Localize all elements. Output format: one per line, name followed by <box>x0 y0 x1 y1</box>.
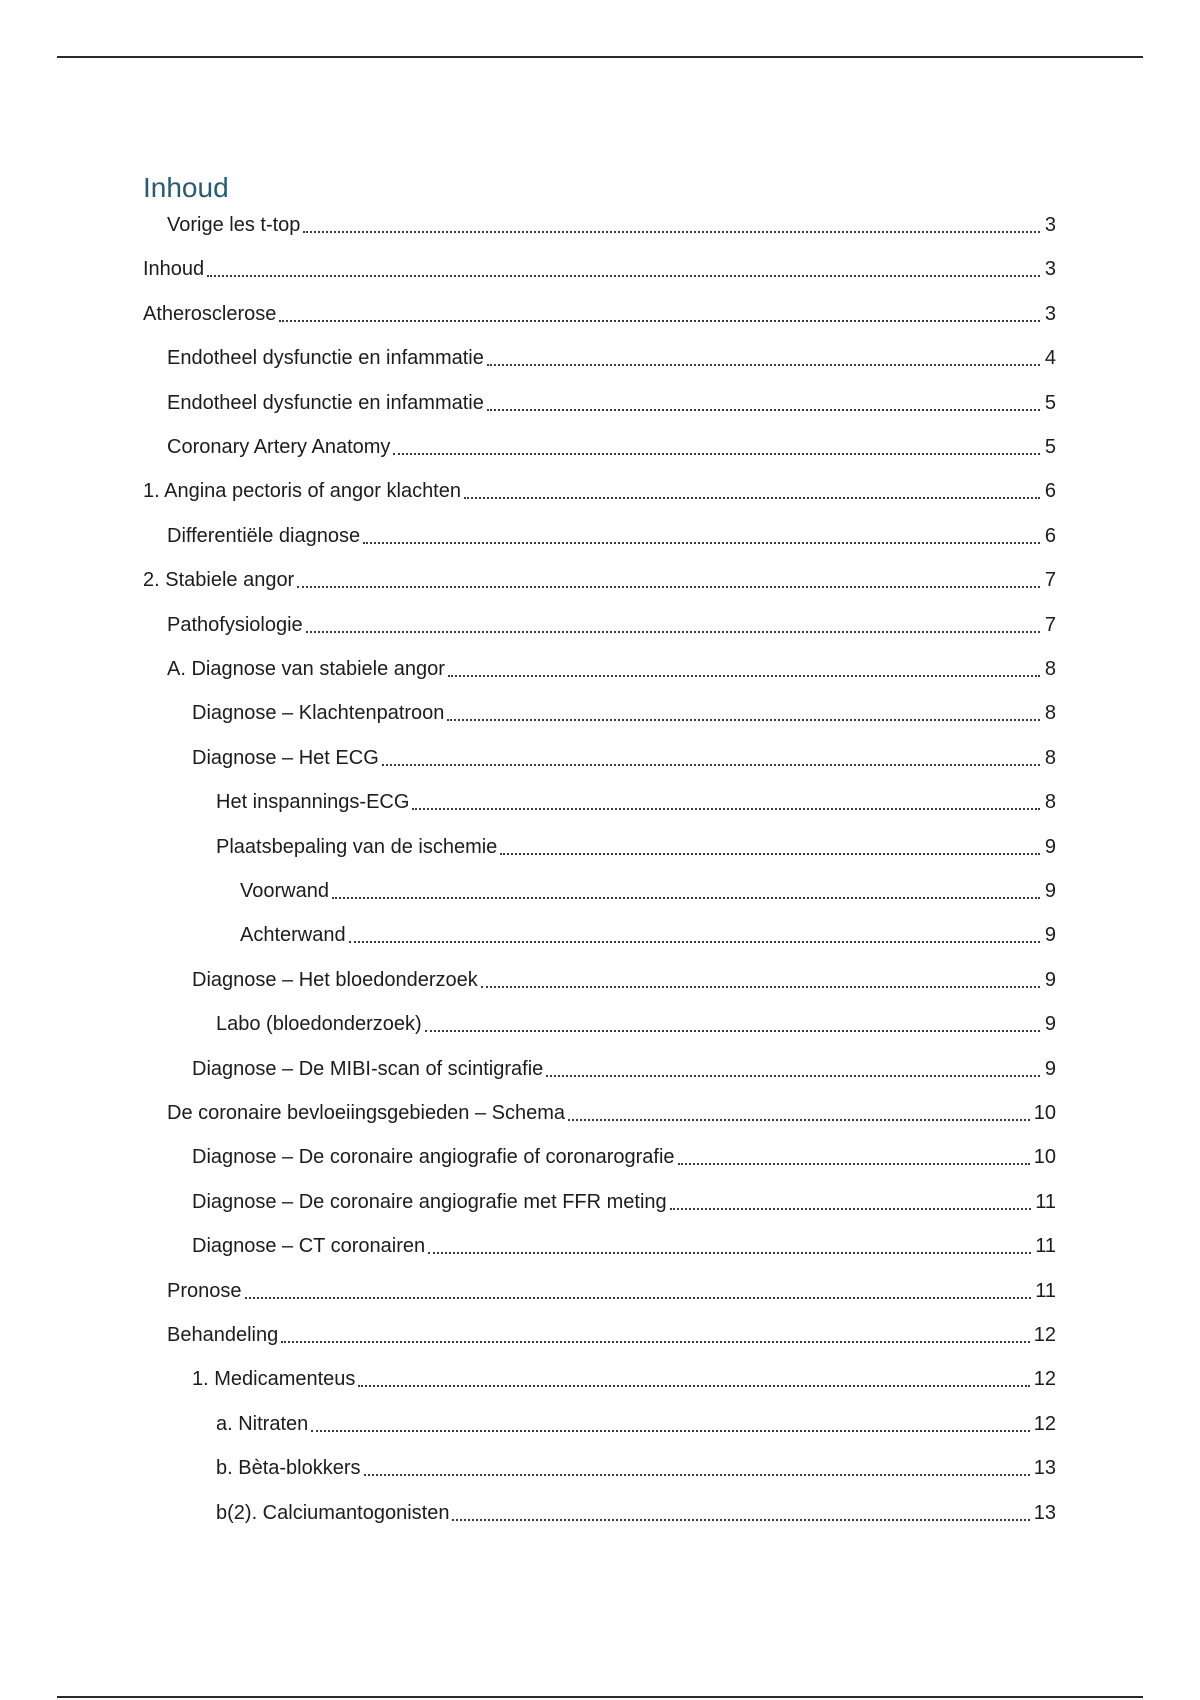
toc-entry[interactable] <box>143 560 1056 600</box>
toc-dot-leader <box>452 1519 1029 1521</box>
toc-entry-page-number: 5 <box>1044 436 1056 458</box>
toc-entry[interactable] <box>167 1271 1056 1311</box>
toc-entry-page-number: 11 <box>1035 1235 1056 1258</box>
toc-dot-leader <box>358 1385 1029 1387</box>
toc-dot-leader <box>311 1430 1029 1432</box>
header-rule <box>57 56 1143 58</box>
toc-dot-leader <box>568 1119 1030 1121</box>
toc-entry-page-number: 12 <box>1033 1324 1056 1346</box>
toc-entry-page-number: 11 <box>1035 1279 1056 1302</box>
toc-entry-label: Pathofysiologie <box>167 613 303 636</box>
toc-dot-leader <box>349 941 1040 943</box>
toc-entry-page-number: 8 <box>1044 702 1056 725</box>
toc-entry[interactable] <box>192 1049 1056 1089</box>
toc-dot-leader <box>487 409 1040 411</box>
toc-entry-page-number: 7 <box>1044 613 1056 636</box>
toc-entry-page-number: 9 <box>1044 968 1056 991</box>
toc-entry-label: Diagnose – Klachtenpatroon <box>192 702 445 725</box>
toc-dot-leader <box>281 1341 1030 1343</box>
toc-dot-leader <box>428 1252 1031 1254</box>
toc-entry-label: 1. Angina pectoris of angor klachten <box>143 480 461 503</box>
toc-entry[interactable] <box>143 249 1056 289</box>
toc-entry-label: Het inspannings-ECG <box>216 791 410 814</box>
toc-dot-leader <box>306 631 1040 633</box>
toc-entry-label: Labo (bloedonderzoek) <box>216 1013 422 1036</box>
toc-entry-label: Behandeling <box>167 1324 279 1346</box>
toc-entry-label: Voorwand <box>240 880 329 902</box>
toc-dot-leader <box>303 231 1040 233</box>
toc-entry[interactable] <box>167 338 1056 378</box>
toc-entry-page-number: 9 <box>1044 835 1056 858</box>
toc-entry-page-number: 9 <box>1044 924 1056 947</box>
toc-dot-leader <box>279 320 1040 322</box>
toc-entry[interactable] <box>240 915 1056 955</box>
toc-entry[interactable] <box>216 1493 1056 1533</box>
toc-entry-page-number: 5 <box>1044 391 1056 414</box>
toc-entry-label: Diagnose – Het bloedonderzoek <box>192 968 478 991</box>
toc-entry[interactable] <box>216 827 1056 867</box>
toc-entry[interactable] <box>143 294 1056 334</box>
toc-entry-page-number: 3 <box>1044 258 1056 281</box>
toc-dot-leader <box>447 719 1040 721</box>
toc-entry-label: Pronose <box>167 1279 242 1302</box>
toc-entry[interactable] <box>167 1315 1056 1355</box>
toc-entry[interactable] <box>167 516 1056 556</box>
toc-entry[interactable] <box>216 1404 1056 1444</box>
toc-entry-label: Endotheel dysfunctie en infammatie <box>167 391 484 414</box>
toc-entry-page-number: 3 <box>1044 214 1056 236</box>
footer-rule <box>57 1696 1143 1698</box>
toc-entry-page-number: 13 <box>1033 1501 1056 1524</box>
toc-title: Inhoud <box>143 172 229 203</box>
toc-dot-leader <box>425 1030 1040 1032</box>
toc-entry[interactable] <box>167 427 1056 467</box>
toc-entry-label: a. Nitraten <box>216 1412 309 1435</box>
toc-entry-label: Diagnose – De coronaire angiografie met FFR meting <box>192 1190 667 1213</box>
toc-entry-label: Atherosclerose <box>143 302 277 325</box>
toc-dot-leader <box>487 364 1040 366</box>
toc-entry-label: 2. Stabiele angor <box>143 569 295 592</box>
toc-entry[interactable] <box>192 960 1056 1000</box>
toc-dot-leader <box>448 675 1040 677</box>
toc-entry[interactable] <box>192 1137 1056 1177</box>
toc-entry-label: Diagnose – CT coronairen <box>192 1235 426 1258</box>
toc-dot-leader <box>363 542 1040 544</box>
toc-entry-page-number: 8 <box>1044 658 1056 680</box>
toc-entry[interactable] <box>192 1182 1056 1222</box>
toc-entry[interactable] <box>167 205 1056 245</box>
toc-dot-leader <box>670 1208 1032 1210</box>
toc-entry-page-number: 12 <box>1033 1368 1056 1391</box>
toc-entry-page-number: 6 <box>1044 480 1056 503</box>
toc-entry[interactable] <box>216 1448 1056 1488</box>
toc-dot-leader <box>297 586 1040 588</box>
toc-entry[interactable] <box>167 1093 1056 1133</box>
toc-dot-leader <box>481 986 1040 988</box>
toc-entry-label: Coronary Artery Anatomy <box>167 436 391 458</box>
toc-entry-page-number: 6 <box>1044 524 1056 547</box>
toc-entry-label: Achterwand <box>240 924 346 947</box>
toc-dot-leader <box>245 1297 1032 1299</box>
toc-entry-label: b. Bèta-blokkers <box>216 1457 361 1480</box>
toc-entry[interactable] <box>167 383 1056 423</box>
toc-entry-page-number: 3 <box>1044 302 1056 325</box>
toc-entry-page-number: 10 <box>1033 1102 1056 1124</box>
toc-entry[interactable] <box>216 1004 1056 1044</box>
toc-entry-page-number: 11 <box>1035 1190 1056 1213</box>
toc-entry-page-number: 4 <box>1044 347 1056 370</box>
toc-entry[interactable] <box>216 782 1056 822</box>
toc-entry-label: Diagnose – De MIBI-scan of scintigrafie <box>192 1057 544 1080</box>
toc-dot-leader <box>412 808 1040 810</box>
toc-entry-page-number: 12 <box>1033 1412 1056 1435</box>
toc-dot-leader <box>546 1075 1040 1077</box>
toc-dot-leader <box>500 853 1040 855</box>
toc-entry[interactable] <box>192 1359 1056 1399</box>
toc-dot-leader <box>393 453 1040 455</box>
toc-entry-label: b(2). Calciumantogonisten <box>216 1501 450 1524</box>
toc-entry-label: Endotheel dysfunctie en infammatie <box>167 347 484 370</box>
toc-entry[interactable] <box>192 693 1056 733</box>
toc-entry[interactable] <box>167 605 1056 645</box>
toc-entry-page-number: 9 <box>1044 1013 1056 1036</box>
toc-entry-page-number: 9 <box>1044 880 1056 902</box>
toc-entry-label: 1. Medicamenteus <box>192 1368 356 1391</box>
toc-entry-label: Differentiële diagnose <box>167 524 361 547</box>
toc-entry-page-number: 10 <box>1033 1146 1056 1169</box>
toc-entry-label: Inhoud <box>143 258 205 281</box>
toc-entry-label: De coronaire bevloeiingsgebieden – Schema <box>167 1102 566 1124</box>
toc-entry-label: Plaatsbepaling van de ischemie <box>216 835 498 858</box>
toc-dot-leader <box>207 275 1040 277</box>
toc-entry-page-number: 8 <box>1044 791 1056 814</box>
toc-entry-label: Diagnose – De coronaire angiografie of coronarografie <box>192 1146 675 1169</box>
toc-dot-leader <box>382 764 1040 766</box>
toc-dot-leader <box>464 497 1040 499</box>
toc-entry-page-number: 13 <box>1033 1457 1056 1480</box>
toc-entry-page-number: 7 <box>1044 569 1056 592</box>
toc-entry-page-number: 8 <box>1044 746 1056 769</box>
toc-entry-page-number: 9 <box>1044 1057 1056 1080</box>
toc-entry[interactable] <box>143 471 1056 511</box>
toc-entry[interactable] <box>240 871 1056 911</box>
toc-dot-leader <box>364 1474 1030 1476</box>
toc-dot-leader <box>332 897 1040 899</box>
toc-entry[interactable] <box>167 649 1056 689</box>
toc-entry-label: Diagnose – Het ECG <box>192 746 379 769</box>
toc-entry-label: Vorige les t-top <box>167 214 301 236</box>
toc-entry[interactable] <box>192 738 1056 778</box>
toc-dot-leader <box>678 1163 1030 1165</box>
toc-entry[interactable] <box>192 1226 1056 1266</box>
toc-entry-label: A. Diagnose van stabiele angor <box>167 658 445 680</box>
